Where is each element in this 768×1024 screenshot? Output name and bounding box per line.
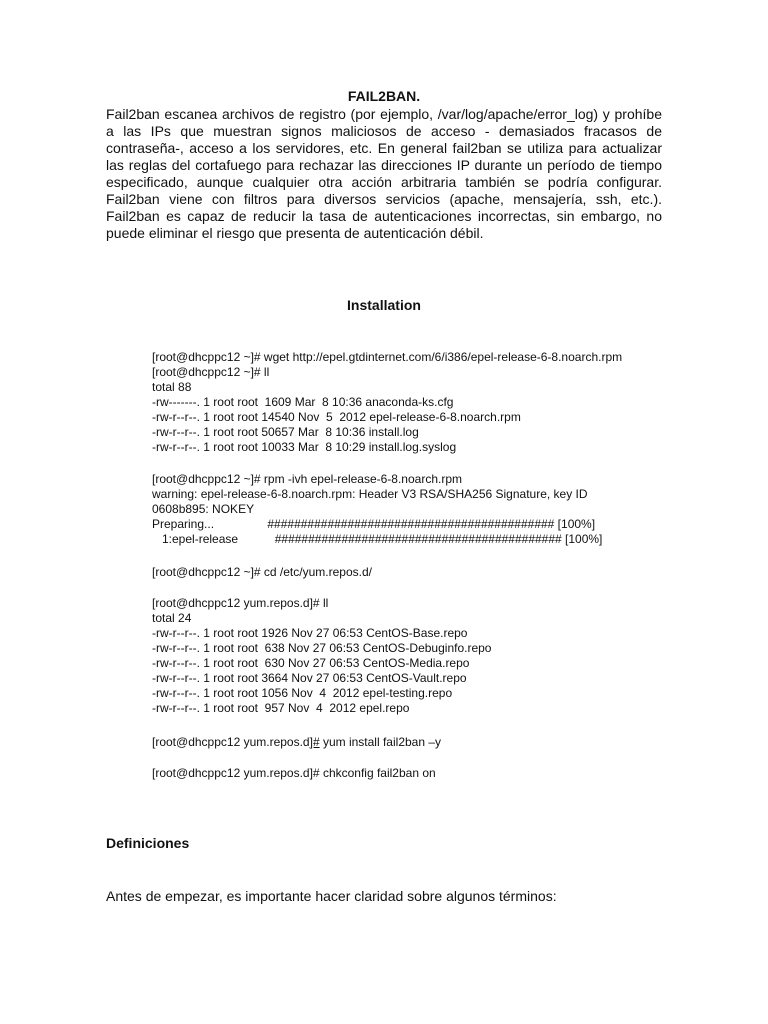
- installation-heading: Installation: [347, 297, 421, 313]
- yum-command: yum install fail2ban –y: [319, 735, 442, 749]
- intro-paragraph: Fail2ban escanea archivos de registro (por ejemplo, /var/log/apache/error_log) y prohíbe a las IPs que muestran signos maliciosos de acceso - demasiados fracasos de contraseña-, acceso a los servidores, etc. En general fail2ban se utiliza para actualizar las reglas del cortafuego para rechazar las direcciones IP durante un período de tiempo especificado, aunque cualquier otra acción arbitraria también se podría configurar. Fail2ban viene con filtros para diversos servicios (apache, mensajería, ssh, etc.). Fail2ban es capaz de reducir la tasa de autenticaciones incorrectas, sin embargo, no puede eliminar el riesgo que presenta de autenticación débil.: [106, 106, 662, 241]
- code-block-wget: [152, 350, 672, 455]
- code-line: 0608b895: NOKEY: [152, 502, 255, 516]
- code-line: total 88: [152, 380, 192, 394]
- code-line: -rw-r--r--. 1 root root 1056 Nov 4 2012 epel-testing.repo: [152, 686, 453, 700]
- code-line: [root@dhcppc12 yum.repos.d]# ll: [152, 596, 329, 610]
- code-line: -rw-r--r--. 1 root root 14540 Nov 5 2012 epel-release-6-8.noarch.rpm: [152, 410, 521, 424]
- code-line: [root@dhcppc12 ~]# ll: [152, 365, 270, 379]
- code-block-rpm: [152, 472, 672, 547]
- code-line: [root@dhcppc12 ~]# wget http://epel.gtdinternet.com/6/i386/epel-release-6-8.noarch.rpm: [152, 350, 623, 364]
- code-line: -rw-r--r--. 1 root root 957 Nov 4 2012 epel.repo: [152, 701, 410, 715]
- definiciones-heading: Definiciones: [106, 835, 190, 851]
- code-line: [root@dhcppc12 ~]# cd /etc/yum.repos.d/: [152, 565, 372, 579]
- code-line: -rw-r--r--. 1 root root 630 Nov 27 06:53 CentOS-Media.repo: [152, 656, 470, 670]
- code-line: -rw-r--r--. 1 root root 638 Nov 27 06:53 CentOS-Debuginfo.repo: [152, 641, 492, 655]
- code-line: [root@dhcppc12 ~]# rpm -ivh epel-release-6-8.noarch.rpm: [152, 472, 462, 486]
- yum-prompt-underlined: ]#: [309, 735, 320, 749]
- code-line: -rw-r--r--. 1 root root 3664 Nov 27 06:53 CentOS-Vault.repo: [152, 671, 467, 685]
- code-block-chkconfig: [152, 766, 672, 781]
- document-title: FAIL2BAN.: [347, 88, 421, 104]
- code-line: total 24: [152, 611, 192, 625]
- code-line: 1:epel-release ########################################### [100%]: [152, 532, 603, 546]
- yum-prompt: [root@dhcppc12 yum.repos.d: [152, 735, 310, 749]
- code-line: [root@dhcppc12 yum.repos.d]# chkconfig fail2ban on: [152, 766, 436, 780]
- definiciones-intro: Antes de empezar, es importante hacer claridad sobre algunos términos:: [106, 888, 557, 904]
- code-block-cd: [152, 565, 672, 580]
- code-block-ll-repos: [152, 596, 672, 716]
- code-line: warning: epel-release-6-8.noarch.rpm: Header V3 RSA/SHA256 Signature, key ID: [152, 487, 588, 501]
- code-line-yum-install: [152, 735, 672, 750]
- code-line: -rw-------. 1 root root 1609 Mar 8 10:36 anaconda-ks.cfg: [152, 395, 454, 409]
- code-line: -rw-r--r--. 1 root root 10033 Mar 8 10:29 install.log.syslog: [152, 440, 457, 454]
- code-line: -rw-r--r--. 1 root root 50657 Mar 8 10:36 install.log: [152, 425, 419, 439]
- code-line: Preparing... ########################################### [100%]: [152, 517, 596, 531]
- code-line: -rw-r--r--. 1 root root 1926 Nov 27 06:53 CentOS-Base.repo: [152, 626, 468, 640]
